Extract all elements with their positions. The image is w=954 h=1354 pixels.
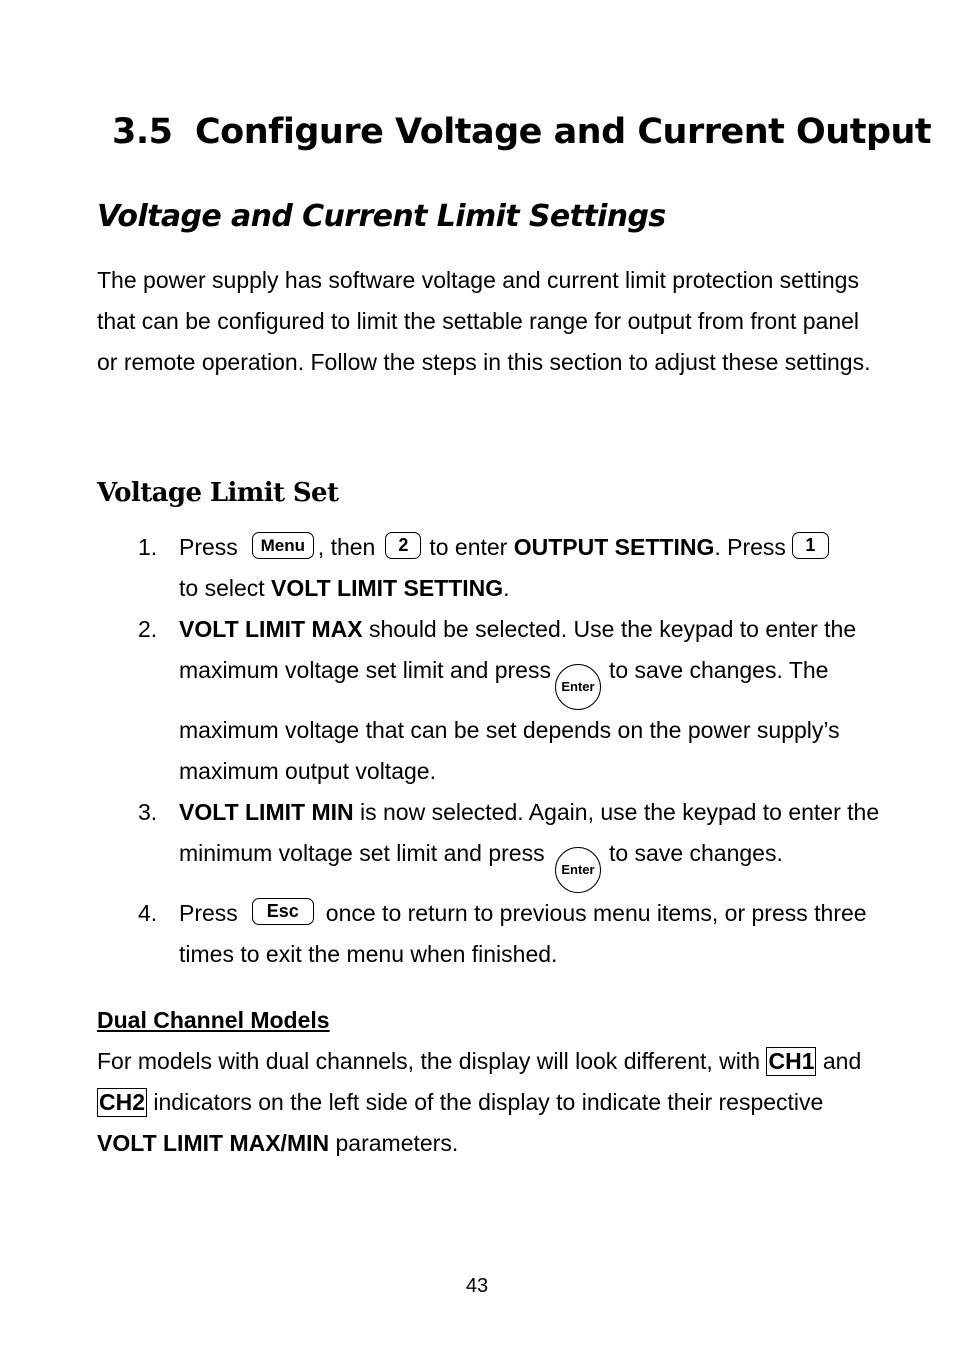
step-2: [97, 609, 897, 792]
step-text: to save changes. The maximum voltage that can be set depends on the power supply’s maximum output voltage.: [179, 657, 840, 784]
voltage-limit-heading: Voltage Limit Set: [97, 478, 339, 508]
step-text: , then: [317, 534, 376, 560]
step-text: is now selected. Again, use the keypad to enter the minimum voltage set limit and press: [179, 799, 880, 866]
intro-paragraph: The power supply has software voltage and current limit protection settings that can be configured to limit the settable range for output from front panel or remote operation. Follow the steps in this section to adjust these settings.: [97, 267, 871, 375]
step-bold: VOLT LIMIT SETTING: [271, 575, 504, 601]
ch2-indicator: CH2: [99, 1089, 146, 1115]
enter-key: Enter: [555, 847, 601, 893]
step-text: should be selected. Use the keypad to enter the maximum voltage set limit and press: [179, 616, 857, 683]
page-number: 43: [465, 1275, 489, 1297]
step-text: Press: [179, 534, 238, 560]
step-1: [97, 527, 897, 609]
subheading: Voltage and Current Limit Settings: [97, 199, 666, 234]
menu-key: Menu: [252, 532, 314, 559]
step-text: once to return to previous menu items, or press three times to exit the menu when finished.: [179, 900, 867, 967]
step-3: [97, 792, 897, 893]
dual-bold: VOLT LIMIT MAX/MIN: [97, 1130, 330, 1156]
dual-text: parameters.: [329, 1130, 459, 1156]
step-text: to save changes.: [608, 840, 783, 866]
dual-channel-heading: Dual Channel Models: [97, 1007, 330, 1033]
dual-text: indicators on the left side of the display to indicate their respective: [147, 1089, 824, 1115]
step-bold: VOLT LIMIT MAX: [179, 616, 363, 642]
step-text: .: [503, 575, 510, 601]
ch1-indicator: CH1: [768, 1048, 815, 1074]
section-heading: [112, 112, 931, 152]
step-bold: VOLT LIMIT MIN: [179, 799, 354, 825]
dual-text: and: [816, 1048, 862, 1074]
enter-key: Enter: [555, 664, 601, 710]
step-number: 4.: [138, 900, 158, 926]
esc-key: Esc: [252, 898, 314, 925]
step-number: 2.: [138, 616, 158, 642]
dual-text: For models with dual channels, the display will look different, with: [97, 1048, 767, 1074]
key-2: 2: [385, 532, 421, 559]
step-bold: OUTPUT SETTING: [513, 534, 715, 560]
step-text: Press: [179, 900, 238, 926]
step-text: to enter: [429, 534, 514, 560]
steps-list: [97, 527, 897, 975]
section-title: Configure Voltage and Current Output: [195, 112, 932, 152]
dual-channel-paragraph: [97, 1041, 877, 1164]
step-number: 1.: [138, 534, 158, 560]
step-4: [97, 893, 897, 975]
step-text: . Press: [714, 534, 786, 560]
key-1: 1: [792, 532, 829, 559]
step-text: to select: [179, 575, 272, 601]
section-number: 3.5: [112, 112, 173, 152]
step-number: 3.: [138, 799, 158, 825]
